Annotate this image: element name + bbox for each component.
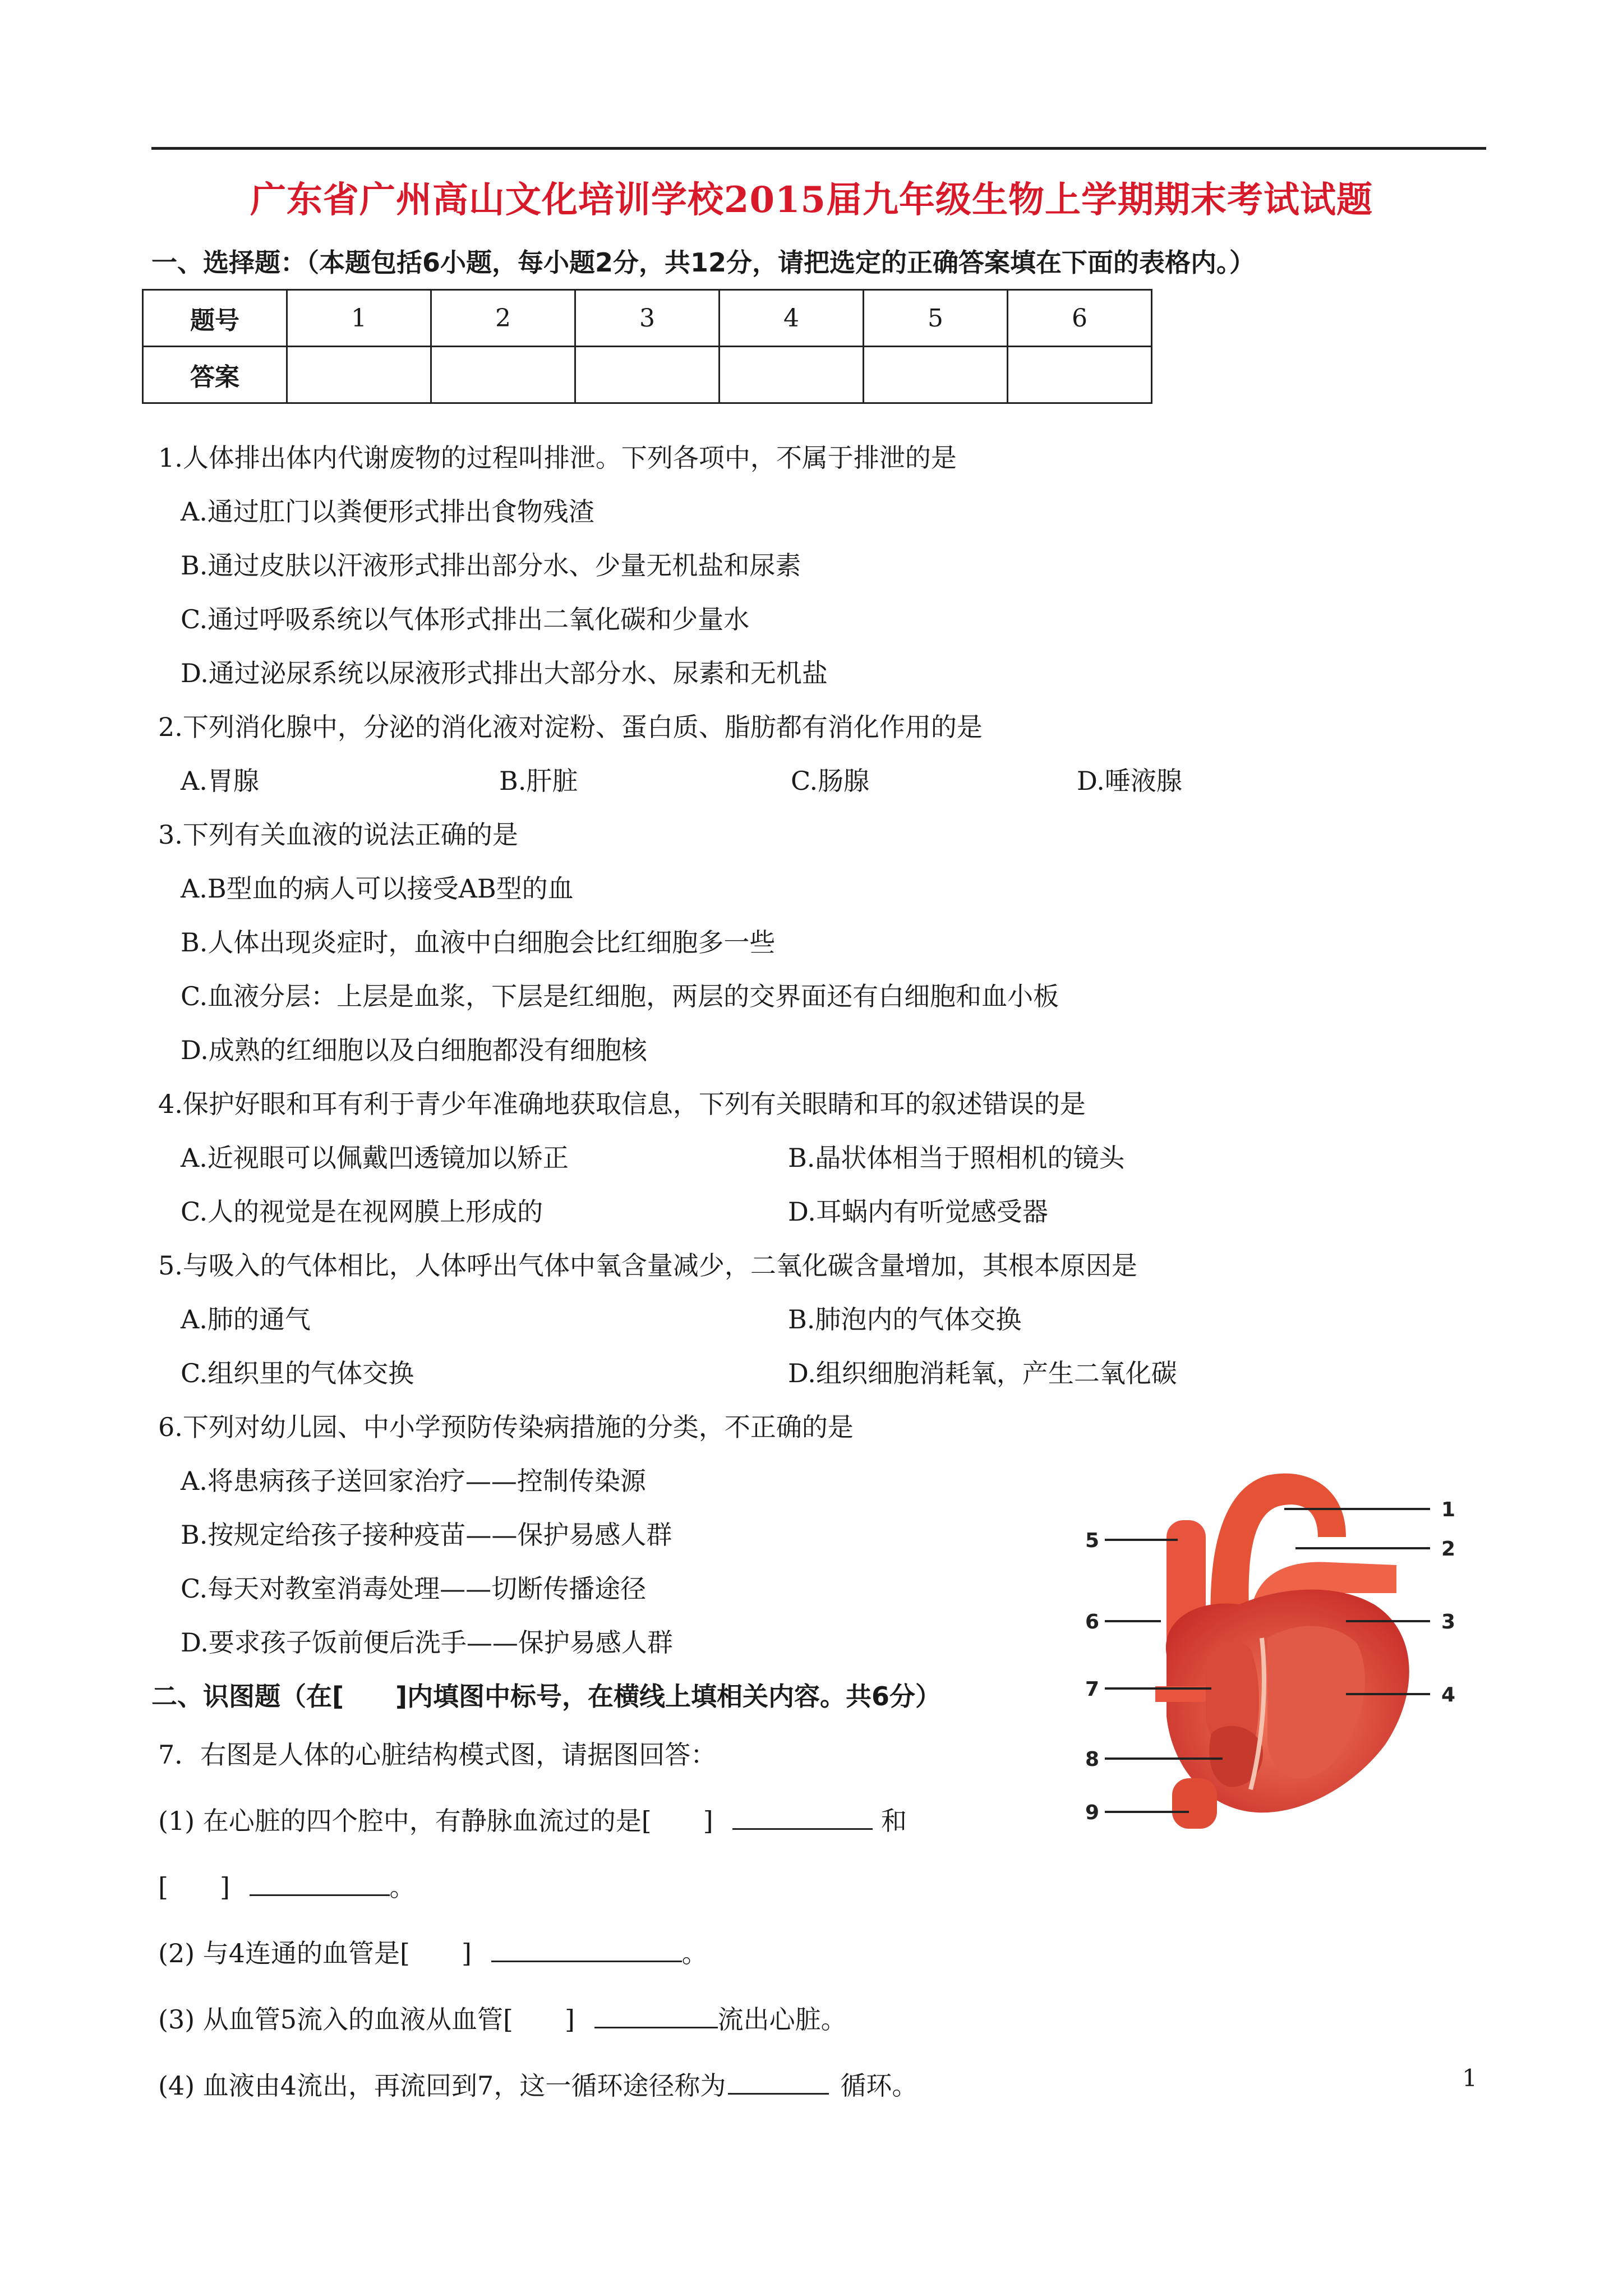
diagram-label-4: 4: [1441, 1683, 1456, 1706]
answer-cell[interactable]: [287, 347, 431, 403]
q4-option-d: D.耳蜗内有听觉感受器: [788, 1197, 1048, 1227]
table-cell: 6: [1008, 290, 1152, 347]
q3-option-a: A.B型血的病人可以接受AB型的血: [181, 873, 574, 904]
answer-blank[interactable]: [250, 1870, 390, 1896]
q4-option-c: C.人的视觉是在视网膜上形成的: [181, 1197, 543, 1227]
q7-part-4-end: 循环。: [840, 2070, 918, 2101]
table-row: [143, 347, 1152, 403]
table-row: [143, 290, 1152, 347]
heart-illustration: [1155, 1474, 1409, 1829]
diagram-label-3: 3: [1441, 1611, 1456, 1634]
answer-blank[interactable]: [732, 1803, 873, 1830]
q5-option-a: A.肺的通气: [181, 1304, 311, 1335]
q7-part-3: [158, 1999, 847, 2036]
diagram-label-1: 1: [1441, 1498, 1456, 1521]
section-1-heading: 一、选择题：（本题包括6小题，每小题2分，共12分，请把选定的正确答案填在下面的表格内。）: [151, 247, 1256, 278]
page-title: 广东省广州高山文化培训学校2015届九年级生物上学期期末考试试题: [250, 179, 1373, 221]
q7-part-1-end: 。: [389, 1872, 416, 1902]
answer-cell[interactable]: [720, 347, 864, 403]
q1-option-d: D.通过泌尿系统以尿液形式排出大部分水、尿素和无机盐: [181, 658, 828, 688]
q2-option-c: C.肠腺: [791, 766, 870, 796]
q7-part-4: [158, 2065, 917, 2102]
q7-part-3-text: (3) 从血管5流入的血液从血管[ ]: [158, 2004, 575, 2035]
table-cell: 4: [720, 290, 864, 347]
q6-option-d: D.要求孩子饭前便后洗手——保护易感人群: [181, 1627, 673, 1658]
q3-option-b: B.人体出现炎症时，血液中白细胞会比红细胞多一些: [181, 927, 776, 958]
q7-part-4-text: (4) 血液由4流出，再流回到7，这一循环途径称为: [158, 2070, 726, 2101]
table-cell: 2: [431, 290, 575, 347]
answer-blank[interactable]: [728, 2068, 829, 2095]
table-header-answer: 答案: [143, 347, 287, 403]
answer-cell[interactable]: [1008, 347, 1152, 403]
q6-option-a: A.将患病孩子送回家治疗——控制传染源: [181, 1466, 646, 1496]
diagram-label-8: 8: [1085, 1748, 1100, 1771]
answer-blank[interactable]: [594, 2002, 718, 2028]
table-cell: 5: [864, 290, 1008, 347]
answer-cell[interactable]: [575, 347, 720, 403]
bracket-blank[interactable]: [ ]: [158, 1872, 230, 1902]
q1-option-a: A.通过肛门以粪便形式排出食物残渣: [181, 496, 594, 527]
q7-part-1-text: (1) 在心脏的四个腔中，有静脉血流过的是[ ]: [158, 1806, 713, 1836]
page-number: 1: [1462, 2064, 1477, 2092]
question-1-stem: 1.人体排出体内代谢废物的过程叫排泄。下列各项中，不属于排泄的是: [158, 443, 957, 473]
answer-cell[interactable]: [864, 347, 1008, 403]
question-7-stem: 7．右图是人体的心脏结构模式图，请据图回答：: [158, 1740, 717, 1770]
q2-option-d: D.唾液腺: [1077, 766, 1182, 796]
q7-part-1-cont: [158, 1867, 416, 1904]
diagram-label-9: 9: [1085, 1801, 1100, 1824]
q2-option-a: A.胃腺: [181, 766, 259, 796]
q7-part-2-text: (2) 与4连通的血管是[ ]: [158, 1938, 472, 1968]
q3-option-c: C.血液分层：上层是血浆，下层是红细胞，两层的交界面还有白细胞和血小板: [181, 981, 1059, 1011]
section-2-heading: 二、识图题（在[ ]内填图中标号，在横线上填相关内容。共6分）: [151, 1681, 942, 1711]
q5-option-b: B.肺泡内的气体交换: [788, 1304, 1022, 1335]
diagram-label-7: 7: [1085, 1678, 1100, 1701]
table-cell: 3: [575, 290, 720, 347]
diagram-label-2: 2: [1441, 1538, 1456, 1561]
q7-part-1: [158, 1801, 907, 1838]
q7-part-3-end: 流出心脏。: [717, 2004, 847, 2035]
question-6-stem: 6.下列对幼儿园、中小学预防传染病措施的分类，不正确的是: [158, 1412, 854, 1442]
q1-option-b: B.通过皮肤以汗液形式排出部分水、少量无机盐和尿素: [181, 550, 801, 581]
table-header-number: 题号: [143, 290, 287, 347]
question-2-stem: 2.下列消化腺中，分泌的消化液对淀粉、蛋白质、脂肪都有消化作用的是: [158, 712, 983, 742]
answer-blank[interactable]: [491, 1936, 682, 1962]
q7-part-1-and: 和: [880, 1806, 907, 1836]
question-3-stem: 3.下列有关血液的说法正确的是: [158, 820, 518, 850]
diagram-label-6: 6: [1085, 1611, 1100, 1634]
answer-cell[interactable]: [431, 347, 575, 403]
question-4-stem: 4.保护好眼和耳有利于青少年准确地获取信息，下列有关眼睛和耳的叙述错误的是: [158, 1089, 1086, 1119]
q6-option-b: B.按规定给孩子接种疫苗——保护易感人群: [181, 1520, 672, 1550]
heart-diagram: [1082, 1453, 1486, 1846]
q7-part-2: [158, 1933, 708, 1970]
q2-option-b: B.肝脏: [499, 766, 578, 796]
q1-option-c: C.通过呼吸系统以气体形式排出二氧化碳和少量水: [181, 604, 750, 634]
q6-option-c: C.每天对教室消毒处理——切断传播途径: [181, 1573, 647, 1604]
question-5-stem: 5.与吸入的气体相比，人体呼出气体中氧含量减少，二氧化碳含量增加，其根本原因是: [158, 1250, 1137, 1281]
q5-option-d: D.组织细胞消耗氧，产生二氧化碳: [788, 1358, 1177, 1388]
q4-option-b: B.晶状体相当于照相机的镜头: [788, 1143, 1125, 1173]
diagram-label-5: 5: [1085, 1529, 1100, 1552]
answer-table: [142, 289, 1152, 404]
table-cell: 1: [287, 290, 431, 347]
header-rule: [151, 147, 1486, 150]
q7-part-2-end: 。: [681, 1938, 708, 1968]
q4-option-a: A.近视眼可以佩戴凹透镜加以矫正: [181, 1143, 569, 1173]
q5-option-c: C.组织里的气体交换: [181, 1358, 414, 1388]
q3-option-d: D.成熟的红细胞以及白细胞都没有细胞核: [181, 1035, 647, 1065]
